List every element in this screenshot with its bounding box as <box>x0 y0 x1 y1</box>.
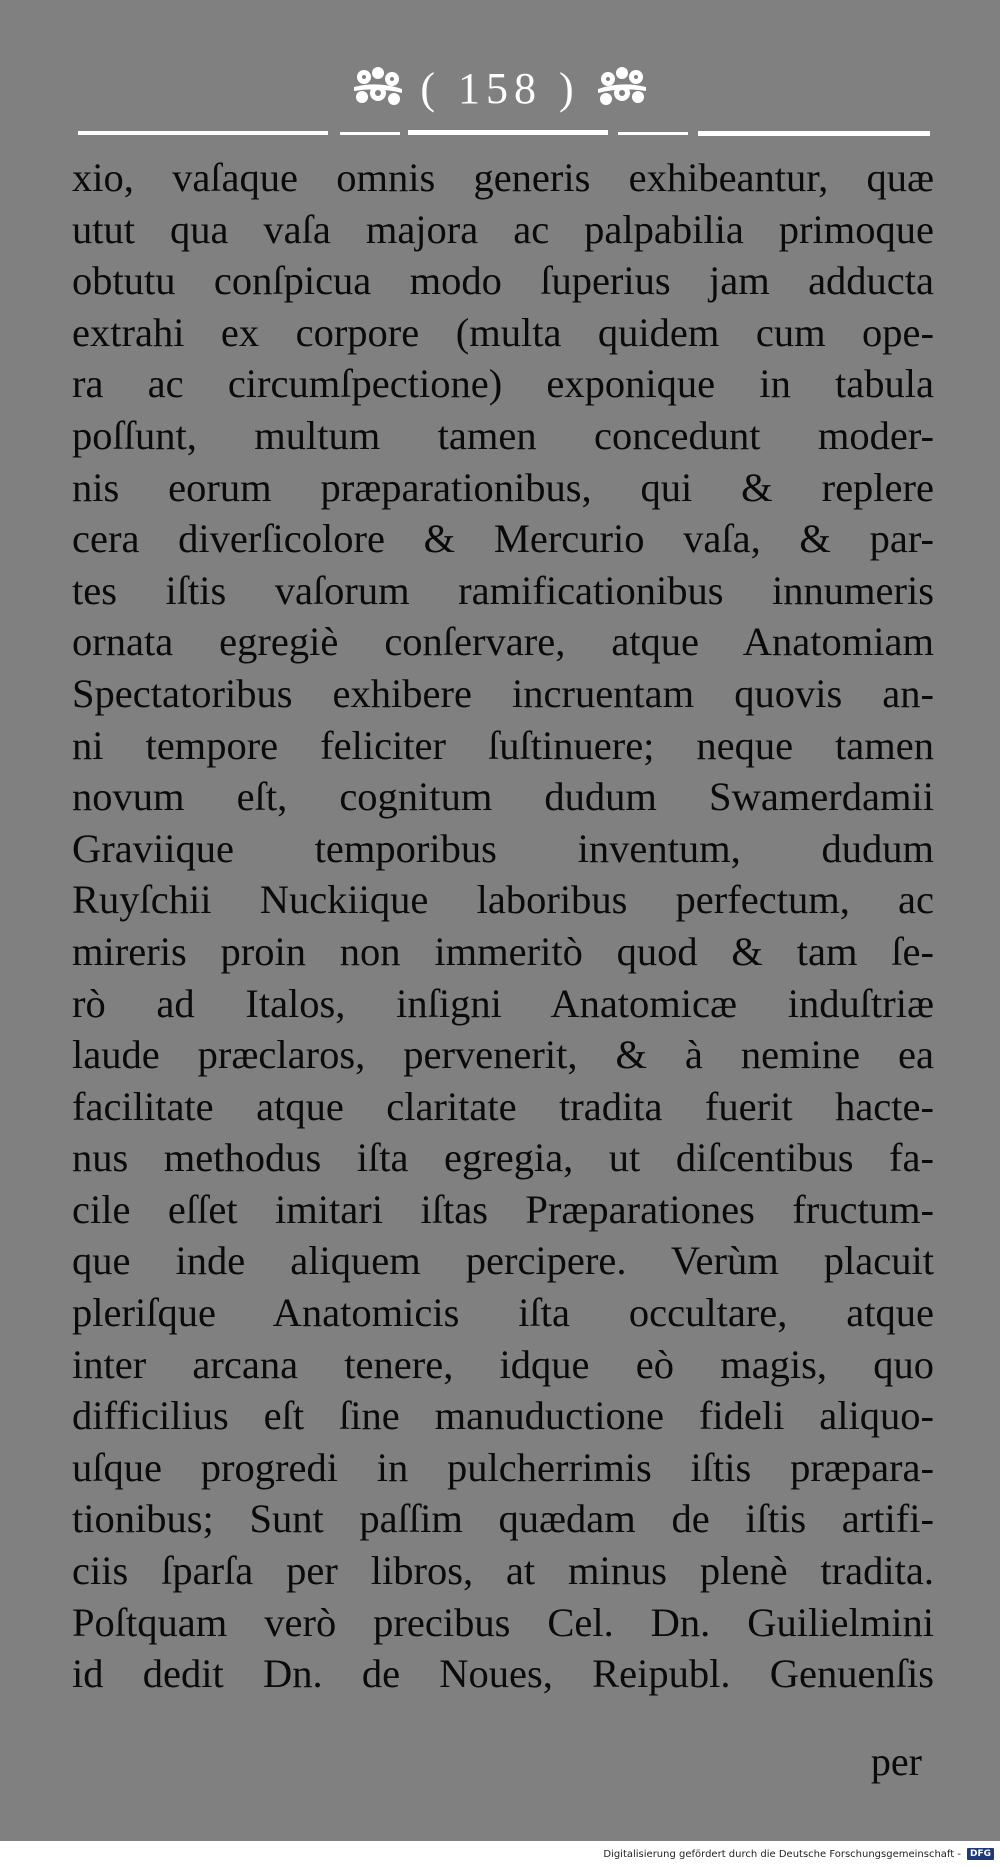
text-line: inter arcana tenere, idque eò magis, quo <box>72 1341 934 1387</box>
text-line: ornata egregiè conſervare, atque Anatomiam <box>72 619 934 665</box>
text-line: poſſunt, multum tamen concedunt moder- <box>72 412 934 458</box>
text-line: cera diverſicolore & Mercurio vaſa, & par- <box>72 516 934 562</box>
text-line: nis eorum præparationibus, qui & replere <box>72 464 934 510</box>
fleuron-ornament-right-icon <box>594 63 650 113</box>
text-line: ni tempore feliciter ſuſtinuere; neque tamen <box>72 722 934 768</box>
page-number: ( 158 ) <box>420 63 580 113</box>
text-line: utut qua vaſa majora ac palpabilia primoque <box>72 206 934 252</box>
text-line: laude præclaros, pervenerit, & à nemine ea <box>72 1032 934 1078</box>
header-rule <box>78 128 930 138</box>
footer-credit: Digitalisierung gefördert durch die Deutsche Forschungsgemeinschaft - <box>603 1848 961 1860</box>
text-line: mireris proin non immeritò quod & tam ſe- <box>72 928 934 974</box>
text-line: rò ad Italos, inſigni Anatomicæ induſtriæ <box>72 980 934 1026</box>
text-line: nus methodus iſta egregia, ut diſcentibus fa- <box>72 1135 934 1181</box>
text-line: difficilius eſt ſine manuductione fideli aliquo- <box>72 1393 934 1439</box>
page-header <box>0 58 1000 118</box>
text-line: Ruyſchii Nuckiique laboribus perfectum, ac <box>72 877 934 923</box>
text-line: Poſtquam verò precibus Cel. Dn. Guilielmini <box>72 1599 934 1645</box>
text-line: Graviique temporibus inventum, dudum <box>72 825 934 871</box>
text-line: facilitate atque claritate tradita fuerit hacte- <box>72 1083 934 1129</box>
catchword: per <box>870 1739 922 1784</box>
text-line: xio, vaſaque omnis generis exhibeantur, quæ <box>72 155 934 200</box>
text-line: que inde aliquem percipere. Verùm placuit <box>72 1238 934 1284</box>
text-line: obtutu conſpicua modo ſuperius jam adducta <box>72 258 934 304</box>
text-line: pleriſque Anatomicis iſta occultare, atque <box>72 1290 934 1336</box>
text-line: id dedit Dn. de Noues, Reipubl. Genuenſis <box>72 1651 934 1697</box>
text-line: ciis ſparſa per libros, at minus plenè tradita. <box>72 1548 934 1594</box>
fleuron-ornament-left-icon <box>350 63 406 113</box>
text-line: Spectatoribus exhibere incruentam quovis an- <box>72 670 934 716</box>
text-line: tionibus; Sunt paſſim quædam de iſtis artifi- <box>72 1496 934 1542</box>
text-line: cile eſſet imitari iſtas Præparationes fructum- <box>72 1186 934 1232</box>
text-line: novum eſt, cognitum dudum Swamerdamii <box>72 774 934 820</box>
body-text <box>72 152 934 1700</box>
text-line: ra ac circumſpectione) exponique in tabula <box>72 361 934 407</box>
text-line: extrahi ex corpore (multa quidem cum ope- <box>72 309 934 355</box>
dfg-logo-icon: DFG <box>967 1848 994 1860</box>
digitization-footer <box>0 1841 1000 1867</box>
text-line: tes iſtis vaſorum ramificationibus innumeris <box>72 567 934 613</box>
text-line: uſque progredi in pulcherrimis iſtis præpara- <box>72 1444 934 1490</box>
